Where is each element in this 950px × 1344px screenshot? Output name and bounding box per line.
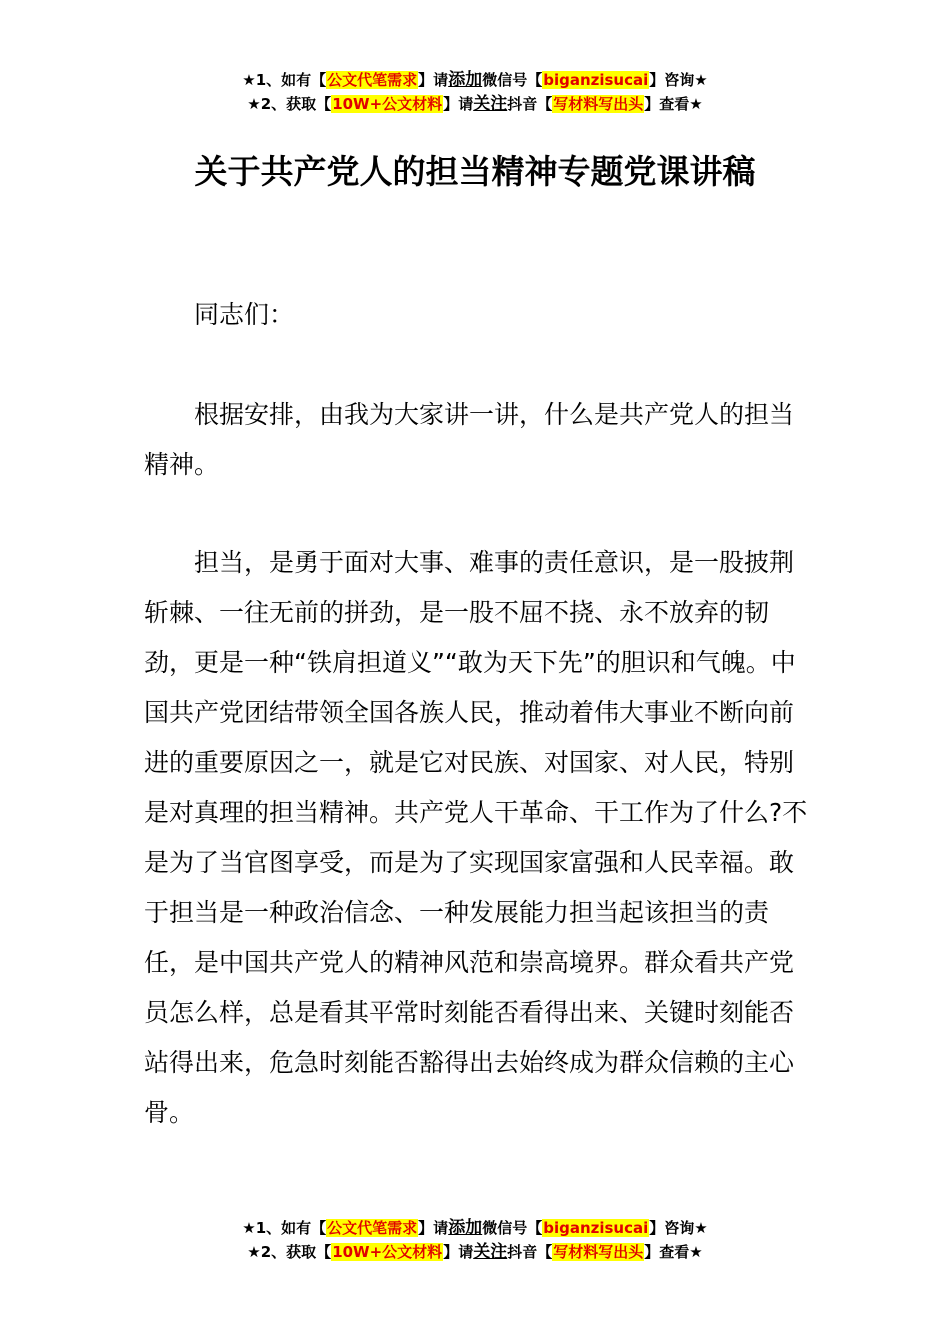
highlight-douyin: 写材料写出头 bbox=[553, 95, 644, 113]
highlight-douyin: 写材料写出头 bbox=[553, 1243, 644, 1261]
promo-text: 】查看 bbox=[644, 95, 690, 113]
star-icon: ★ bbox=[247, 1243, 261, 1261]
highlight-wechat-id: biganzisucai bbox=[543, 1219, 649, 1237]
star-icon: ★ bbox=[247, 95, 261, 113]
promo-text: 】咨询 bbox=[649, 1219, 695, 1237]
greeting-text: 同志们： bbox=[194, 300, 295, 329]
promo-text: 】请 bbox=[443, 95, 474, 113]
promo-text: 1、如有【 bbox=[255, 1219, 327, 1237]
promo-text: 2、获取【 bbox=[260, 95, 332, 113]
star-icon: ★ bbox=[242, 1219, 256, 1237]
promo-banner-bottom bbox=[0, 1216, 950, 1264]
emphasis-text: 关注 bbox=[473, 94, 508, 114]
star-icon: ★ bbox=[694, 71, 708, 89]
paragraph-1 bbox=[144, 390, 810, 490]
promo-line-2 bbox=[0, 1240, 950, 1264]
promo-text: 抖音【 bbox=[507, 1243, 553, 1261]
highlight-wechat-id: biganzisucai bbox=[543, 71, 649, 89]
highlight-materials: 10W+公文材料 bbox=[332, 1243, 443, 1261]
promo-line-2 bbox=[0, 92, 950, 116]
promo-text: 】请 bbox=[418, 1219, 449, 1237]
paragraph-text: 根据安排，由我为大家讲一讲，什么是共产党人的担当精神。 bbox=[144, 400, 795, 479]
greeting bbox=[144, 290, 810, 340]
document-title: 关于共产党人的担当精神专题党课讲稿 bbox=[194, 152, 756, 191]
emphasis-text: 添加 bbox=[448, 70, 483, 90]
star-icon: ★ bbox=[242, 71, 256, 89]
highlight-service: 公文代笔需求 bbox=[327, 1219, 418, 1237]
promo-text: 抖音【 bbox=[507, 95, 553, 113]
promo-text: 2、获取【 bbox=[260, 1243, 332, 1261]
promo-text: 】请 bbox=[418, 71, 449, 89]
promo-text: 1、如有【 bbox=[255, 71, 327, 89]
promo-line-1 bbox=[0, 1216, 950, 1240]
emphasis-text: 关注 bbox=[473, 1242, 508, 1262]
paragraph-text: 担当，是勇于面对大事、难事的责任意识，是一股披荆斩棘、一往无前的拼劲，是一股不屈不挠、永不放弃的韧劲，更是一种“铁肩担道义”“敢为天下先”的胆识和气魄。中国共产党团结带领全国各族人民，推动着伟大事业不断向前进的重要原因之一，就是它对民族、对国家、对人民，特别是对真理的担当精神。共产党人干革命、干工作为了什么?不是为了当官图享受，而是为了实现国家富强和人民幸福。敢于担当是一种政治信念、一种发展能力担当起该担当的责任，是中国共产党人的精神风范和崇高境界。群众看共产党员怎么样，总是看其平常时刻能否看得出来、关键时刻能否站得出来，危急时刻能否豁得出去始终成为群众信赖的主心骨。 bbox=[144, 548, 808, 1127]
star-icon: ★ bbox=[689, 95, 703, 113]
highlight-materials: 10W+公文材料 bbox=[332, 95, 443, 113]
emphasis-text: 添加 bbox=[448, 1218, 483, 1238]
promo-text: 微信号【 bbox=[482, 1219, 543, 1237]
paragraph-2 bbox=[144, 538, 810, 1138]
star-icon: ★ bbox=[694, 1219, 708, 1237]
promo-text: 微信号【 bbox=[482, 71, 543, 89]
promo-banner-top bbox=[0, 68, 950, 116]
highlight-service: 公文代笔需求 bbox=[327, 71, 418, 89]
promo-line-1 bbox=[0, 68, 950, 92]
promo-text: 】请 bbox=[443, 1243, 474, 1261]
star-icon: ★ bbox=[689, 1243, 703, 1261]
promo-text: 】查看 bbox=[644, 1243, 690, 1261]
promo-text: 】咨询 bbox=[649, 71, 695, 89]
